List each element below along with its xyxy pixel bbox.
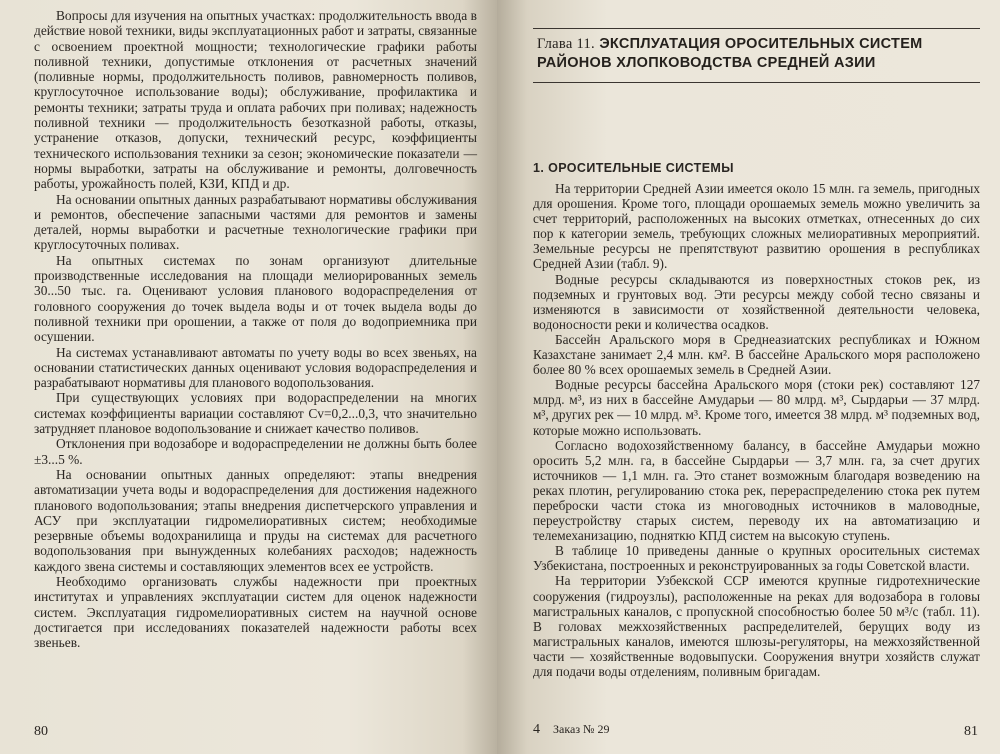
right-page — [497, 0, 1000, 754]
left-paragraph-6: Отклонения при водозаборе и водораспределении не должны быть более ±3...5 %. — [34, 436, 477, 467]
left-paragraph-5: При существующих условиях при водораспределении на многих системах коэффициенты вариации составляют Cv=0,2...0,3, что значительно затрудняет плановое водопользование и снижает качество поливов. — [34, 390, 477, 437]
left-paragraph-4: На системах устанавливают автоматы по учету воды во всех звеньях, на основании статистических данных оценивают условия водораспределения и разрабатывают нормативы для планового водопользования. — [34, 344, 477, 391]
left-paragraph-3: На опытных системах по зонам организуют длительные производственные исследования на площади мелиорированных земель 30...50 тыс. га. Оценивают условия планового водораспределения от головного сооружения до точек выдела воды и от точек выдела воды до поливной техники при орошении, а также от поля до водоприемника при осушении. — [34, 252, 477, 345]
left-paragraph-8: Необходимо организовать службы надежности при проектных институтах и управлениях эксплуатации систем для оценок надежности систем. Эксплуатация гидромелиоративных систем на научной основе достигается при исследованиях показателей надежности работы всех звеньев. — [34, 573, 477, 651]
right-paragraph-7: На территории Узбекской ССР имеются крупные гидротехнические сооружения (гидроузлы), расположенные на реках для водозабора в головы магистральных каналов, с пропускной способностью более 50 м³/с (табл. 11). В головах межхозяйственных распределителей, берущих воду из магистральных каналов, имеются шлюзы-регуляторы, на межхозяйственной части — хозяйственные водовыпуски. Сооружения внутри хозяйств служат для подачи воды отделениям, поливным бригадам. — [533, 573, 980, 679]
right-paragraph-2: Водные ресурсы складываются из поверхностных стоков рек, из подземных и грунтовых вод. Эти ресурсы между собой тесно связаны и изменяются в зависимости от хозяйственной деятельности человека, водоносности реки и количества осадков. — [533, 271, 980, 332]
chapter-heading — [533, 28, 980, 83]
right-paragraph-1: На территории Средней Азии имеется около 15 млн. га земель, пригодных для орошения. Кроме того, площади орошаемых земель можно увеличить за счет территорий, расположенных на высоких отметках, отнесенных до сих пор к категории земель, требующих сложных мелиоративных мероприятий. Земельные ресурсы не препятствуют развитию орошения в республиках Средней Азии (табл. 9). — [533, 181, 980, 272]
right-paragraph-3: Бассейн Аральского моря в Среднеазиатских республиках и Южном Казахстане занимает 2,4 млн. км². В бассейне Аральского моря расположено более 80 % всех орошаемых земель в Средней Азии. — [533, 331, 980, 378]
chapter-title: ЭКСПЛУАТАЦИЯ ОРОСИТЕЛЬНЫХ СИСТЕМ РАЙОНОВ ХЛОПКОВОДСТВА СРЕДНЕЙ АЗИИ — [537, 36, 923, 71]
right-paragraph-4: Водные ресурсы бассейна Аральского моря (стоки рек) составляют 127 млрд. м³, из них в бассейне Амударьи — 80 млрд. м³, Сырдарьи — 37 млрд. м³, других рек — 10 млрд. м³. Кроме того, имеется 38 млрд. м³ подземных вод, которые можно использовать. — [533, 377, 980, 438]
signature-mark: 4 — [533, 722, 540, 737]
left-paragraph-7: На основании опытных данных определяют: этапы внедрения автоматизации учета воды и водораспределения для достижения надежного планового водопользования; этапы внедрения диспетчерского управления и АСУ при эксплуатации гидромелиоративных систем; необходимые резервные объемы водохранилища и пруды на системах для расчетного водопользования при вынужденных колебаниях расходов; надежность каждого звена системы и составляющих элементов всех ее устройств. — [34, 466, 477, 574]
right-paragraph-6: В таблице 10 приведены данные о крупных оросительных системах Узбекистана, построенных и реконструированных за годы Советской власти. — [533, 543, 980, 574]
left-page-number: 80 — [34, 724, 48, 739]
chapter-number: Глава 11. — [537, 36, 595, 52]
section-heading: 1. ОРОСИТЕЛЬНЫЕ СИСТЕМЫ — [533, 161, 734, 175]
right-paragraph-5: Согласно водохозяйственному балансу, в бассейне Амударьи можно оросить 5,2 млн. га, в бассейне Сырдарьи — 3,7 млн. га, за счет других источников — 1,1 млн. га. Это станет возможным благодаря возведению на реках плотин, регулированию стока рек, перераспределению стока рек путем переброски части стока из многоводных источников в маловодные, переустройству старых систем, переводу их на автоматизацию и телемеханизацию, подняткю КПД систем на высокую ступень. — [533, 437, 980, 544]
left-page — [0, 0, 497, 754]
order-number: Заказ № 29 — [553, 722, 610, 736]
right-page-number: 81 — [964, 724, 978, 739]
printer-signature — [533, 722, 610, 738]
left-paragraph-1: Вопросы для изучения на опытных участках: продолжительность ввода в действие новой техники, виды эксплуатационных работ и затраты, связанные с освоением проектной мощности; технологические графики работы поливной техники, допустимые отклонения от расчетных значений (поливные нормы, продолжительность поливов, равномерность поливов, круглосуточное использование воды); обслуживание, профилактика и ремонты техники; затраты труда и оплата рабочих при поливах; надежность поливной техники — продолжительность безотказной работы, отказы, устранение отказов, допуски, технический ресурс, коэффициенты технического использования техники за сезон; экономические показатели — нормы выработки, затраты на обслуживание и ремонты, долговечность работы, урожайность полей, КЗИ, КПД и др. — [34, 8, 477, 192]
left-paragraph-2: На основании опытных данных разрабатывают нормативы обслуживания и ремонтов, обеспечение запасными частями для ремонтов и замены деталей, нормы выработки и расчетные технологические графики при круглосуточных поливах. — [34, 191, 477, 253]
